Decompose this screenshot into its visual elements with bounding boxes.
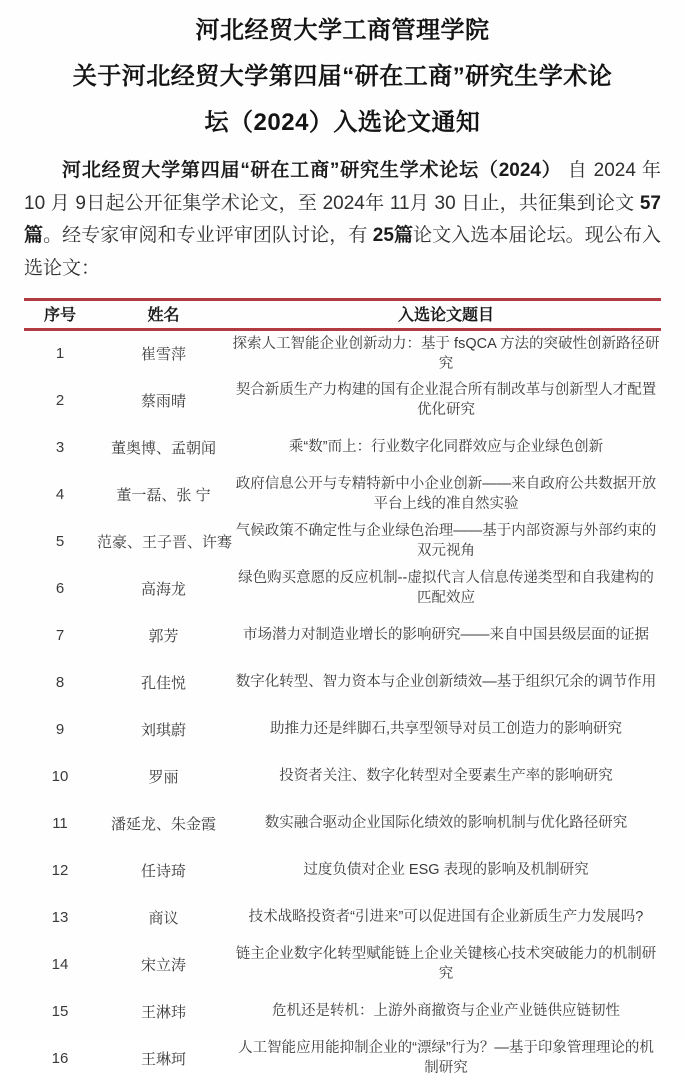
col-header-no: 序号 — [43, 307, 76, 324]
row-number: 13 — [51, 908, 69, 926]
selected-papers-table — [24, 298, 661, 1082]
paper-title: 气候政策不确定性与企业绿色治理——基于内部资源与外部约束的双元视角 — [235, 523, 657, 559]
author-name: 范豪、王子晋、许骞 — [97, 533, 233, 551]
row-number: 3 — [55, 438, 65, 456]
paper-title: 投资者关注、数字化转型对全要素生产率的影响研究 — [279, 768, 613, 784]
table-row — [24, 518, 661, 565]
paper-title: 危机还是转机：上游外商撤资与企业产业链供应链韧性 — [272, 1003, 620, 1019]
author-name: 罗丽 — [148, 768, 179, 786]
table-header-row — [24, 300, 661, 330]
author-name: 刘琪蔚 — [140, 721, 186, 739]
paper-title: 契合新质生产力构建的国有企业混合所有制改革与创新型人才配置优化研究 — [235, 382, 657, 418]
paper-title: 助推力还是绊脚石,共享型领导对员工创造力的影响研究 — [269, 721, 623, 737]
paper-title: 技术战略投资者“引进来”可以促进国有企业新质生产力发展吗? — [248, 909, 644, 925]
author-name: 孔佳悦 — [140, 674, 186, 692]
row-number: 9 — [55, 720, 65, 738]
table-header — [24, 300, 661, 330]
author-name: 郭芳 — [148, 627, 179, 645]
author-name: 王淋玮 — [140, 1003, 186, 1021]
intro-selected-count: 25篇 — [372, 225, 414, 246]
table-row — [24, 565, 661, 612]
row-number: 10 — [51, 767, 69, 785]
row-number: 5 — [55, 532, 65, 550]
author-name: 蔡雨晴 — [140, 392, 186, 410]
intro-text-2: 。经专家审阅和专业评审团队讨论，有 — [43, 225, 373, 246]
title-line-1: 河北经贸大学工商管理学院 — [195, 17, 490, 44]
author-name: 任诗琦 — [140, 862, 186, 880]
paper-title: 数字化转型、智力资本与企业创新绩效—基于组织冗余的调节作用 — [235, 674, 657, 690]
col-header-title: 入选论文题目 — [397, 307, 494, 324]
intro-submitted-count: 57 篇 — [24, 192, 661, 246]
col-header-name: 姓名 — [147, 307, 180, 324]
author-name: 董奥博、孟朝闻 — [110, 439, 216, 457]
row-number: 2 — [55, 391, 65, 409]
author-name: 潘延龙、朱金霞 — [110, 815, 216, 833]
title-line-2: 关于河北经贸大学第四届“研在工商”研究生学术论 — [72, 63, 613, 90]
title-line-3: 坛（2024）入选论文通知 — [204, 109, 481, 136]
table-row — [24, 330, 661, 377]
author-name: 王琳珂 — [140, 1050, 186, 1068]
table-row — [24, 988, 661, 1035]
paper-title: 数实融合驱动企业国际化绩效的影响机制与优化路径研究 — [264, 815, 628, 831]
table-body — [24, 330, 661, 1082]
author-name: 崔雪萍 — [140, 346, 186, 364]
row-number: 1 — [55, 345, 65, 363]
paper-title: 乘“数”而上：行业数字化同群效应与企业绿色创新 — [288, 439, 604, 455]
paper-title: 人工智能应用能抑制企业的“漂绿”行为？—基于印象管理理论的机制研究 — [238, 1040, 654, 1076]
paper-title: 链主企业数字化转型赋能链上企业关键核心技术突破能力的机制研究 — [235, 946, 657, 982]
author-name: 董一磊、张 宁 — [116, 486, 211, 504]
row-number: 7 — [55, 626, 65, 644]
author-name: 高海龙 — [140, 580, 186, 598]
table-row — [24, 847, 661, 894]
page-title — [24, 5, 661, 146]
paper-title: 探索人工智能企业创新动力：基于 fsQCA 方法的突破性创新路径研究 — [232, 335, 660, 372]
table-row — [24, 424, 661, 471]
paper-title: 过度负债对企业 ESG 表现的影响及机制研究 — [303, 862, 589, 878]
paper-title: 政府信息公开与专精特新中小企业创新——来自政府公共数据开放平台上线的准自然实验 — [235, 476, 657, 512]
row-number: 12 — [51, 861, 69, 879]
table-row — [24, 612, 661, 659]
table-row — [24, 941, 661, 988]
row-number: 16 — [51, 1049, 69, 1067]
intro-text-1: 自 2024 年 10 月 9日起公开征集学术论文，至 2024年 11月 30 日止，共征集到论文 — [24, 160, 661, 214]
paper-title: 绿色购买意愿的反应机制--虚拟代言人信息传递类型和自我建构的匹配效应 — [238, 570, 654, 606]
author-name: 宋立涛 — [140, 956, 186, 974]
table-row — [24, 377, 661, 424]
row-number: 6 — [55, 579, 65, 597]
intro-paragraph — [24, 155, 661, 285]
table-row — [24, 659, 661, 706]
author-name: 商议 — [148, 909, 179, 927]
paper-title: 市场潜力对制造业增长的影响研究——来自中国县级层面的证据 — [243, 627, 649, 643]
table-row — [24, 1035, 661, 1082]
row-number: 4 — [55, 485, 65, 503]
row-number: 14 — [51, 955, 69, 973]
table-row — [24, 753, 661, 800]
table-row — [24, 800, 661, 847]
row-number: 8 — [55, 673, 65, 691]
table-row — [24, 894, 661, 941]
intro-bold-lead: 河北经贸大学第四届“研在工商”研究生学术论坛（2024） — [62, 160, 562, 181]
table-row — [24, 471, 661, 518]
row-number: 15 — [51, 1002, 69, 1020]
table-row — [24, 706, 661, 753]
row-number: 11 — [52, 814, 68, 832]
intro-text-3: 论文入选本届论坛。现公布入选论文： — [24, 225, 661, 279]
